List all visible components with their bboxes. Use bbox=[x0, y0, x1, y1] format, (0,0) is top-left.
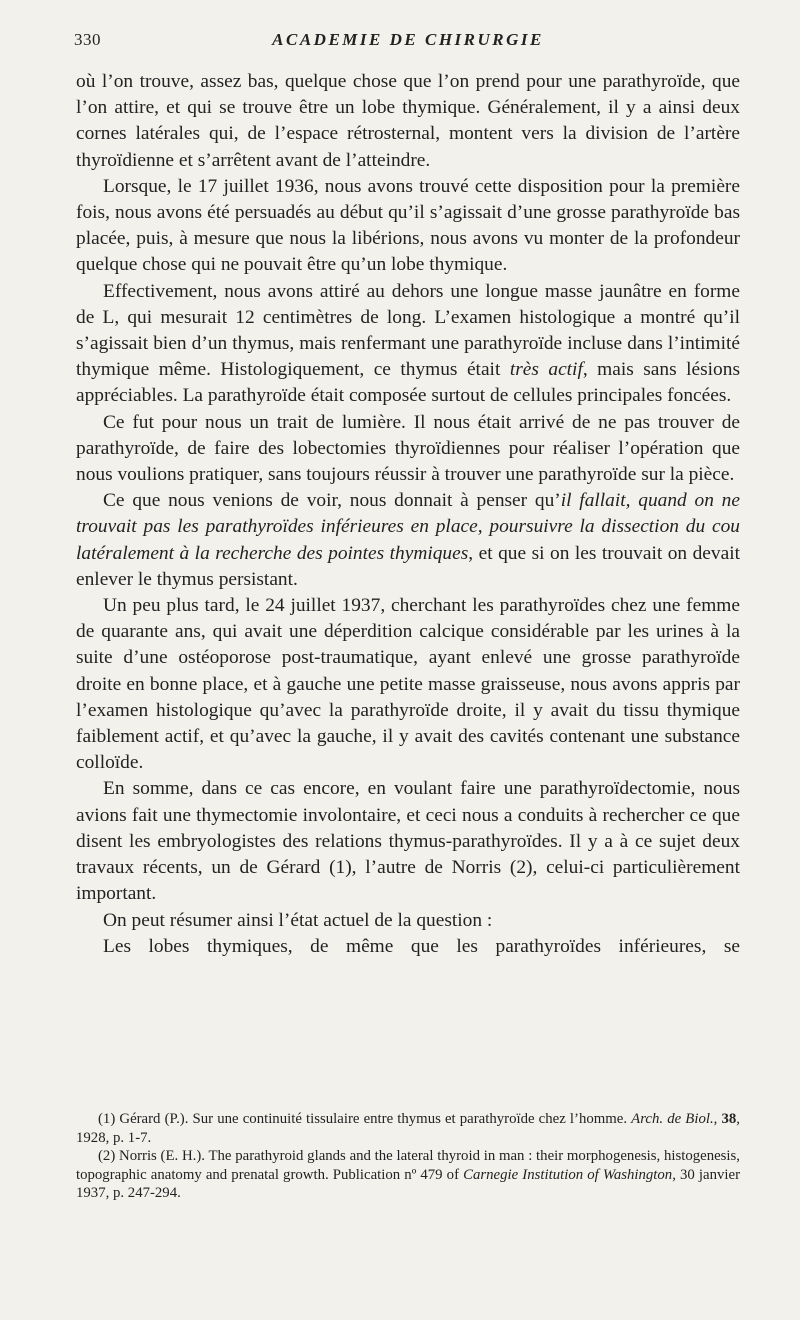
footnote-1-separator: , bbox=[713, 1111, 722, 1127]
paragraph-5-text-a: Ce que nous venions de voir, nous donnait à penser qu’ bbox=[103, 490, 561, 512]
paragraph-3-emphasis: très actif bbox=[509, 359, 583, 381]
paragraph-3-text-a: Effectivement, nous avons attiré au dehors une longue masse jaunâtre en forme de L, qui mesurait 12 centimètres de long. L’examen histologique a montré qu’il s’agissait bien d’un thymus, mais renfermant une parathyroïde incluse dans l’intimité thymique même. Histologiquement, ce thymus était bbox=[76, 280, 740, 381]
footnotes bbox=[76, 1110, 740, 1203]
footnote-1 bbox=[76, 1110, 740, 1147]
running-head: ACADEMIE DE CHIRURGIE bbox=[272, 30, 544, 49]
paragraph-5-emphasis: il fallait, quand on ne trouvait pas les parathyroïdes inférieures en place, poursuivre la dissection du cou latéralement à la recherche des pointes thymiques bbox=[76, 490, 740, 564]
footnote-1-text-b: , 1928, p. 1-7. bbox=[76, 1111, 740, 1146]
footnote-1-text-a: (1) Gérard (P.). Sur une continuité tissulaire entre thymus et parathyroïde chez l’homme. bbox=[98, 1111, 632, 1127]
footnote-2-publisher: Carnegie Institution of Washington bbox=[463, 1166, 673, 1183]
paragraph-3 bbox=[76, 279, 740, 410]
page-header bbox=[74, 30, 742, 54]
paragraph-9: Les lobes thymiques, de même que les parathyroïdes inférieures, se bbox=[103, 935, 740, 957]
paragraph-5-text-b: , et que si on les trouvait on devait enlever le thymus persistant. bbox=[76, 542, 740, 590]
page-number: 330 bbox=[74, 30, 101, 49]
paragraph-4: Ce fut pour nous un trait de lumière. Il nous était arrivé de ne pas trouver de parathyroïde, de faire des lobectomies thyroïdiennes pour réaliser l’opération que nous voulions pratiquer, sans toujours réussir à trouver une parathyroïde sur la pièce. bbox=[76, 411, 740, 486]
footnote-2-text-a: (2) Norris (E. H.). The parathyroid glands and the lateral thyroid in man : their morphogenesis, histogenesis, topographic anatomy and prenatal growth. Publication nº 479 of bbox=[76, 1148, 740, 1183]
paragraph-2: Lorsque, le 17 juillet 1936, nous avons trouvé cette disposition pour la première fois, nous avons été persuadés au début qu’il s’agissait d’une grosse parathyroïde bas placée, puis, à mesure que nous la libérions, nous avons vu monter de la profondeur quelque chose qui ne pouvait être qu’un lobe thymique. bbox=[76, 175, 740, 276]
paragraph-7: En somme, dans ce cas encore, en voulant faire une parathyroïdectomie, nous avions fait une thymectomie involontaire, et ceci nous a conduits à rechercher ce que disent les embryologistes des relations thymus-parathyroïdes. Il y a à ce sujet deux travaux récents, un de Gérard (1), l’autre de Norris (2), celui-ci particulièrement important. bbox=[76, 778, 740, 905]
paragraph-1: où l’on trouve, assez bas, quelque chose que l’on prend pour une parathyroïde, que l’on attire, et qui se trouve être un lobe thymique. Généralement, il y a ainsi deux cornes latérales qui, de l’espace rétrosternal, montent vers la division de l’artère thyroïdienne et s’arrêtent avant de l’atteindre. bbox=[76, 71, 740, 171]
paragraph-6: Un peu plus tard, le 24 juillet 1937, cherchant les parathyroïdes chez une femme de quarante ans, qui avait une déperdition calcique considérable par les urines à la suite d’une ostéoporose post-traumatique, ayant enlevé une grosse parathyroïde droite en bonne place, et à gauche une petite masse graisseuse, nous avons appris par l’examen histologique qu’avec la parathyroïde droite, il y avait du tissu thymique faiblement actif, et qu’avec la gauche, il y avait des cavités contenant une substance colloïde. bbox=[76, 595, 740, 774]
footnote-2 bbox=[76, 1147, 740, 1203]
footnote-1-journal: Arch. de Biol. bbox=[631, 1111, 714, 1127]
footnote-1-volume: 38 bbox=[721, 1111, 737, 1127]
paragraph-3-text-b: , mais sans lésions appréciables. La parathyroïde était composée surtout de cellules principales foncées. bbox=[76, 359, 740, 407]
footnote-2-text-b: , 30 janvier 1937, p. 247-294. bbox=[76, 1166, 740, 1202]
paragraph-5 bbox=[76, 488, 740, 593]
body-text bbox=[76, 69, 740, 960]
paragraph-8: On peut résumer ainsi l’état actuel de la question : bbox=[103, 909, 493, 931]
